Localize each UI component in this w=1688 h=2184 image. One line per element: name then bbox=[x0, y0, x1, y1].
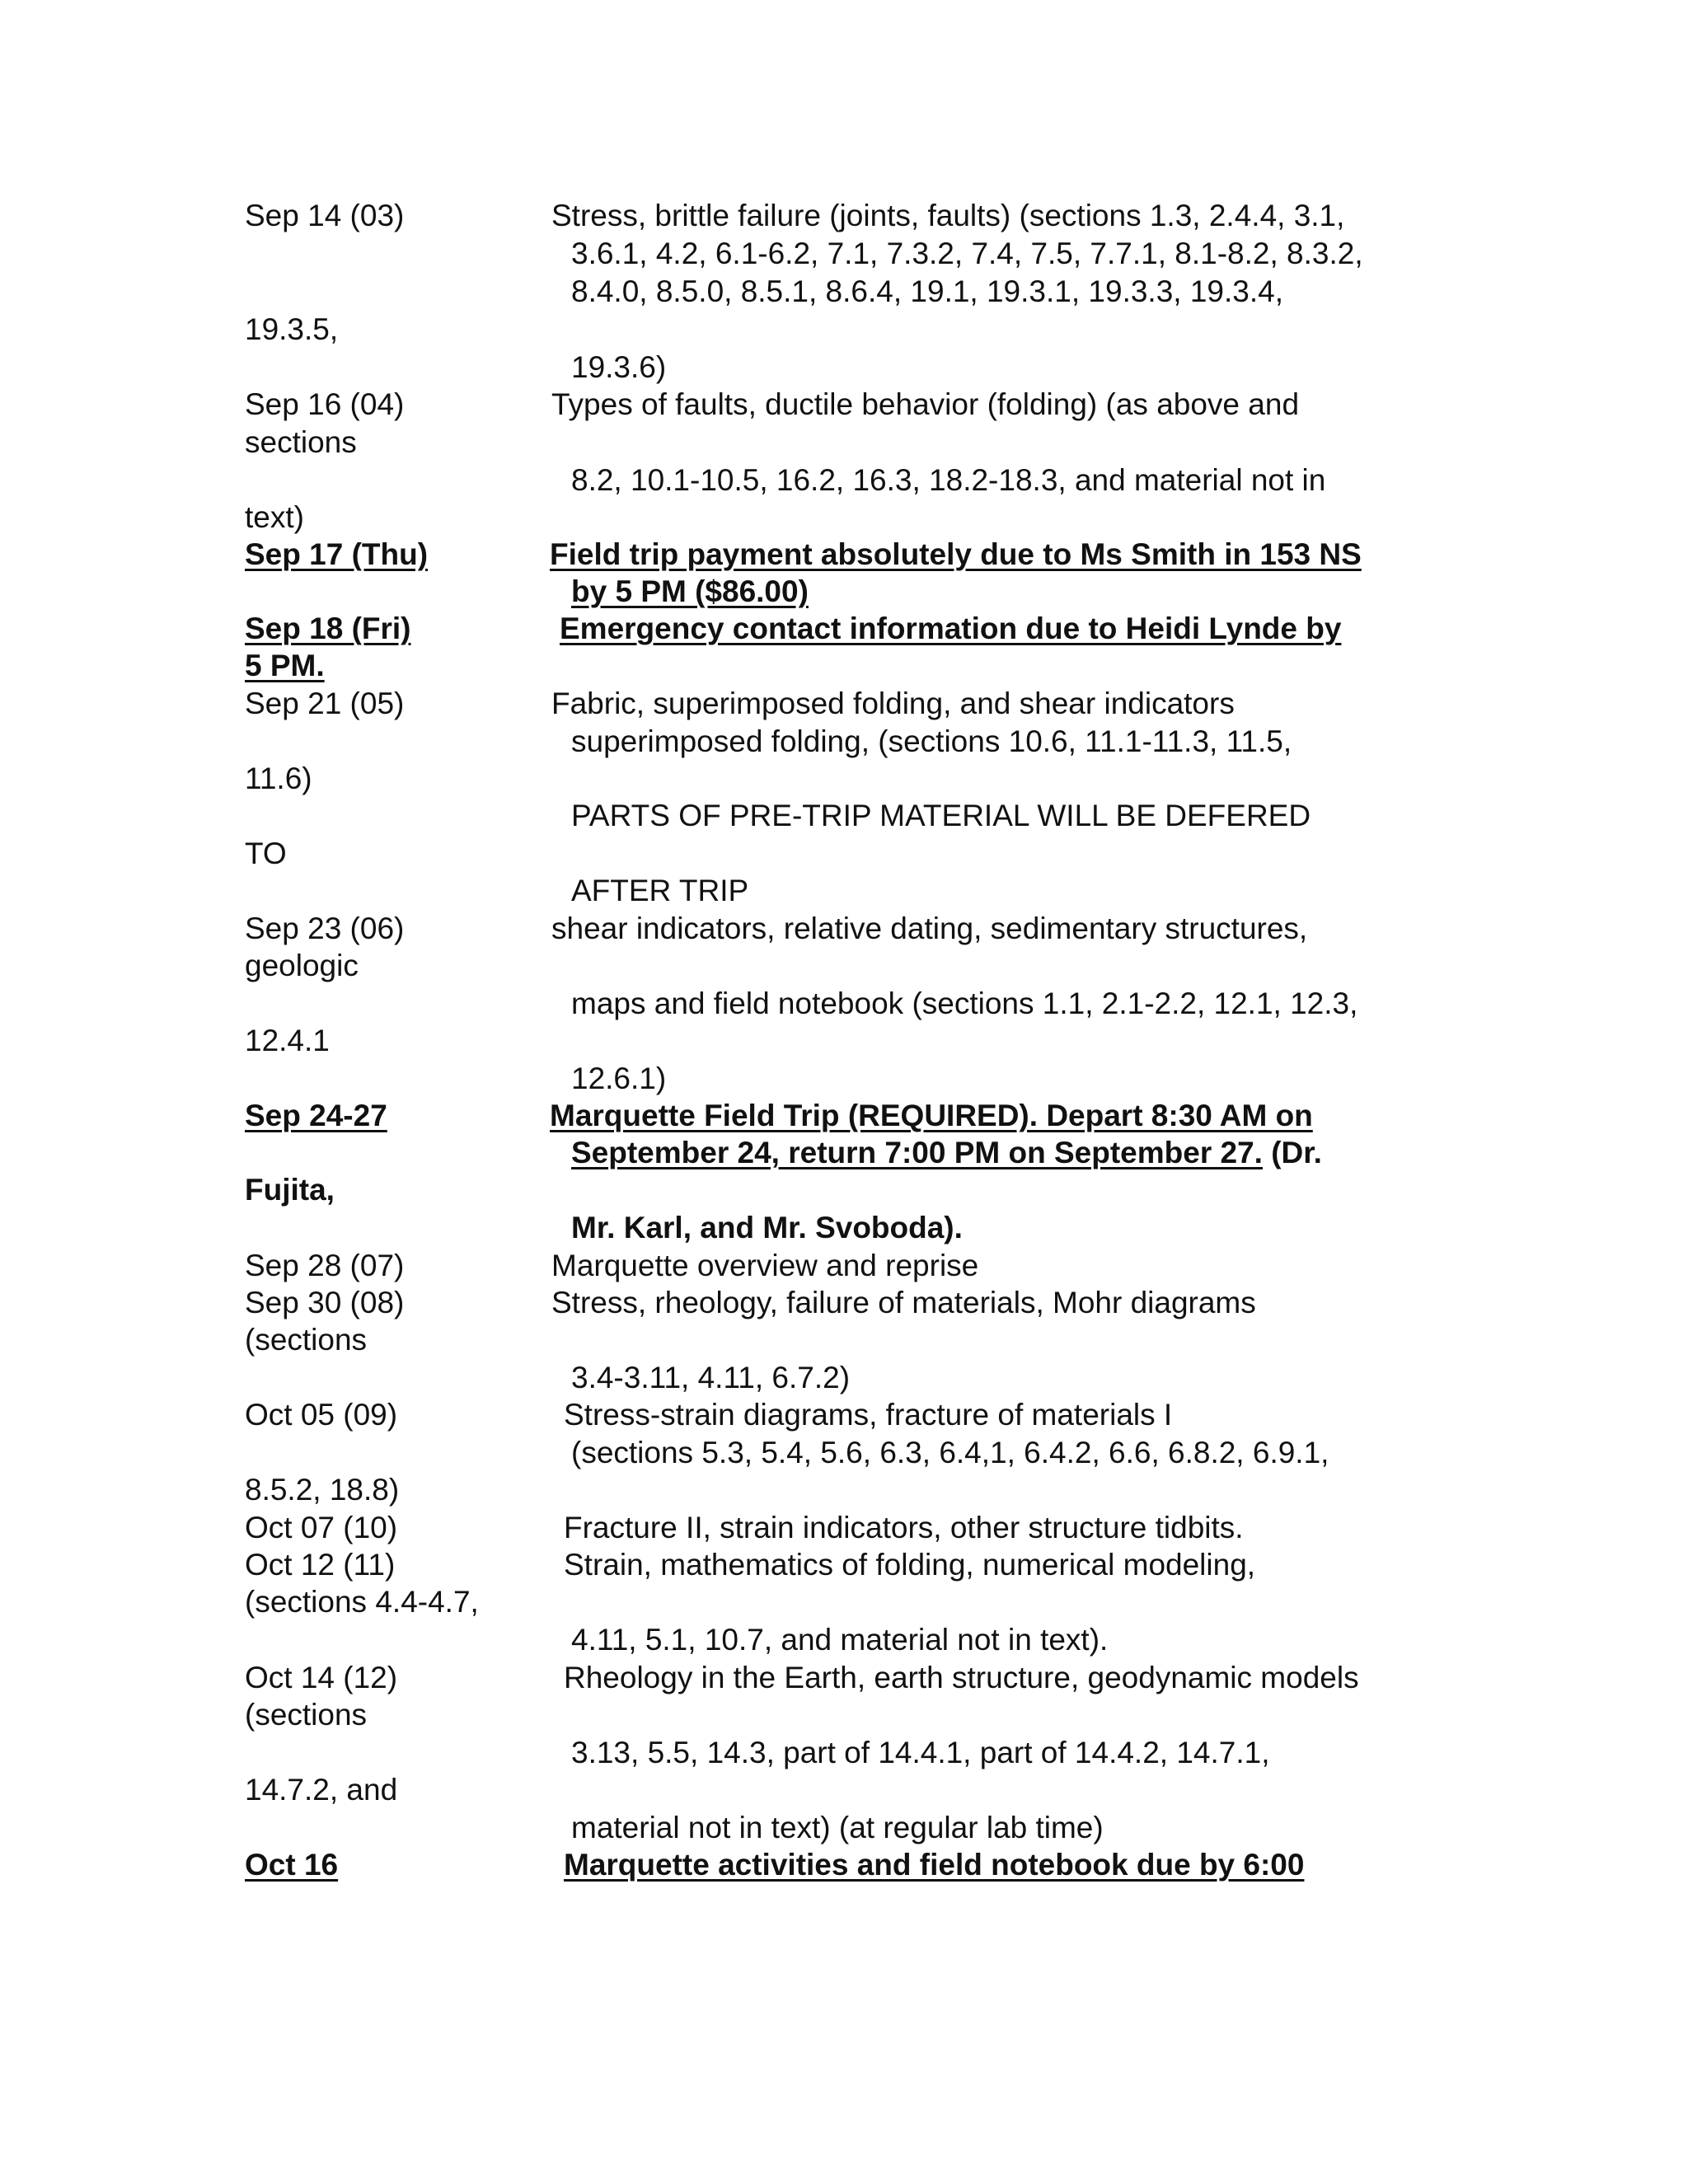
topic-line: 3.6.1, 4.2, 6.1-6.2, 7.1, 7.3.2, 7.4, 7.5, 7.7.1, 8.1-8.2, 8.3.2, bbox=[571, 237, 1363, 270]
topic-line: shear indicators, relative dating, sedimentary structures, bbox=[551, 912, 1308, 945]
topic-line-wrap: (sections bbox=[245, 1698, 368, 1732]
topic-line: Marquette overview and reprise bbox=[551, 1249, 979, 1282]
date-oct16: Oct 16 bbox=[245, 1848, 339, 1882]
topic-line: maps and field notebook (sections 1.1, 2.1-2.2, 12.1, 12.3, bbox=[571, 987, 1358, 1020]
topic-line: 4.11, 5.1, 10.7, and material not in text). bbox=[571, 1623, 1109, 1657]
field-trip-line-wrap: Fujita, bbox=[245, 1173, 335, 1207]
topic-line-wrap: 11.6) bbox=[245, 762, 312, 795]
deadline-line: Field trip payment absolutely due to Ms Smith in 153 NS bbox=[550, 537, 1362, 571]
topic-line: Stress, rheology, failure of materials, Mohr diagrams bbox=[551, 1286, 1256, 1319]
topic-line-wrap: 12.4.1 bbox=[245, 1024, 330, 1057]
field-trip-line: Marquette Field Trip (REQUIRED). Depart 8:30 AM on bbox=[550, 1099, 1313, 1132]
topic-line: material not in text) (at regular lab time) bbox=[571, 1811, 1104, 1844]
date-oct12: Oct 12 (11) bbox=[245, 1548, 396, 1582]
date-sep30: Sep 30 (08) bbox=[245, 1286, 405, 1319]
field-trip-dates: September 24, return 7:00 PM on September 27. bbox=[571, 1136, 1263, 1169]
notice-line: AFTER TRIP bbox=[571, 874, 749, 907]
topic-line: superimposed folding, (sections 10.6, 11.1-11.3, 11.5, bbox=[571, 724, 1292, 758]
topic-line: Rheology in the Earth, earth structure, geodynamic models bbox=[564, 1661, 1359, 1694]
topic-line-wrap: geologic bbox=[245, 949, 359, 982]
date-sep17: Sep 17 (Thu) bbox=[245, 537, 429, 571]
date-sep23: Sep 23 (06) bbox=[245, 912, 405, 945]
field-trip-line bbox=[571, 1135, 1322, 1171]
topic-line: 3.4-3.11, 4.11, 6.7.2) bbox=[571, 1361, 851, 1394]
date-sep14: Sep 14 (03) bbox=[245, 199, 405, 232]
topic-line-wrap: 8.5.2, 18.8) bbox=[245, 1473, 400, 1507]
topic-line: Fabric, superimposed folding, and shear indicators bbox=[551, 687, 1235, 720]
deadline-line: Marquette activities and field notebook due by 6:00 bbox=[564, 1848, 1305, 1882]
topic-line: 19.3.6) bbox=[571, 350, 667, 384]
topic-line-wrap: (sections 4.4-4.7, bbox=[245, 1585, 479, 1619]
date-sep21: Sep 21 (05) bbox=[245, 687, 405, 720]
topic-line: Strain, mathematics of folding, numerical modeling, bbox=[564, 1548, 1256, 1582]
topic-line-wrap: text) bbox=[245, 500, 304, 534]
field-trip-leaders-start: (Dr. bbox=[1262, 1136, 1322, 1169]
date-oct07: Oct 07 (10) bbox=[245, 1511, 398, 1544]
date-sep18: Sep 18 (Fri) bbox=[245, 612, 411, 645]
date-sep28: Sep 28 (07) bbox=[245, 1249, 405, 1282]
deadline-line-wrap: 5 PM. bbox=[245, 649, 325, 682]
date-sep24-27: Sep 24-27 bbox=[245, 1099, 387, 1132]
topic-line: Types of faults, ductile behavior (folding) (as above and bbox=[551, 387, 1300, 421]
field-trip-line: Mr. Karl, and Mr. Svoboda). bbox=[571, 1211, 963, 1244]
date-oct14: Oct 14 (12) bbox=[245, 1661, 398, 1694]
topic-line: Stress, brittle failure (joints, faults) (sections 1.3, 2.4.4, 3.1, bbox=[551, 199, 1345, 232]
topic-line-wrap: 19.3.5, bbox=[245, 312, 339, 346]
topic-line: 8.4.0, 8.5.0, 8.5.1, 8.6.4, 19.1, 19.3.1, 19.3.3, 19.3.4, bbox=[571, 274, 1283, 308]
topic-line: (sections 5.3, 5.4, 5.6, 6.3, 6.4,1, 6.4.2, 6.6, 6.8.2, 6.9.1, bbox=[571, 1436, 1329, 1469]
topic-line-wrap: sections bbox=[245, 425, 357, 459]
date-sep16: Sep 16 (04) bbox=[245, 387, 405, 421]
topic-line-wrap: 14.7.2, and bbox=[245, 1773, 398, 1807]
deadline-line: Emergency contact information due to Heidi Lynde by bbox=[560, 612, 1342, 645]
deadline-line: by 5 PM ($86.00) bbox=[571, 574, 809, 608]
topic-line: 8.2, 10.1-10.5, 16.2, 16.3, 18.2-18.3, and material not in bbox=[571, 463, 1326, 497]
topic-line: 3.13, 5.5, 14.3, part of 14.4.1, part of 14.4.2, 14.7.1, bbox=[571, 1736, 1270, 1769]
date-oct05: Oct 05 (09) bbox=[245, 1398, 398, 1432]
notice-line: PARTS OF PRE-TRIP MATERIAL WILL BE DEFERED bbox=[571, 799, 1311, 832]
topic-line: 12.6.1) bbox=[571, 1062, 667, 1095]
topic-line: Fracture II, strain indicators, other structure tidbits. bbox=[564, 1511, 1244, 1544]
topic-line-wrap: (sections bbox=[245, 1323, 368, 1357]
topic-line: Stress-strain diagrams, fracture of materials I bbox=[564, 1398, 1173, 1432]
notice-line-wrap: TO bbox=[245, 837, 287, 870]
